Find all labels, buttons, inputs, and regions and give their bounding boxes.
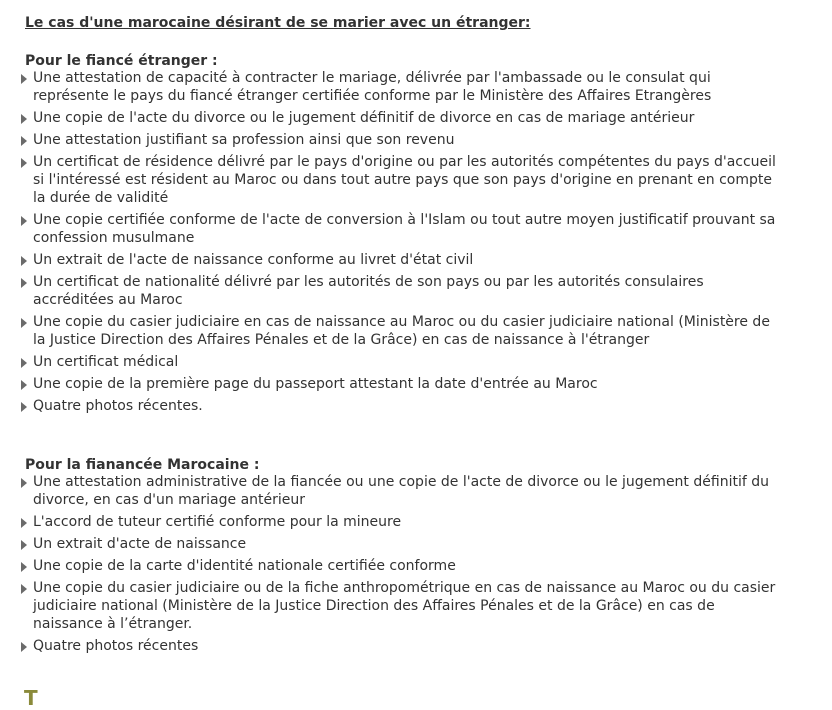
list-item-text: Quatre photos récentes [33,638,199,654]
list-item [18,273,778,309]
requirements-list-fiance-etranger [18,69,778,419]
list-item [18,513,778,531]
list-item-text: Quatre photos récentes. [33,398,203,414]
list-item [18,131,778,149]
triangle-right-icon [21,562,27,572]
triangle-right-icon [21,318,27,328]
triangle-right-icon [21,114,27,124]
list-item [18,69,778,105]
list-item [18,473,778,509]
list-item-text: Une attestation administrative de la fiancée ou une copie de l'acte de divorce ou le jugement définitif du divorce, en cas d'un mariage antérieur [33,474,769,508]
list-item-text: Une attestation justifiant sa profession ainsi que son revenu [33,132,455,148]
list-item-text: Un certificat de nationalité délivré par les autorités de son pays ou par les autorités consulaires accréditées au Maroc [33,274,704,308]
triangle-right-icon [21,380,27,390]
list-item-text: Une copie du casier judiciaire ou de la fiche anthropométrique en cas de naissance au Maroc ou du casier judiciaire national (Ministère de la Justice Direction des Affaires Pénales et de la Grâce) en cas de naissance à l’étranger. [33,580,776,632]
triangle-right-icon [21,540,27,550]
requirements-list-fiancee-marocaine [18,473,778,659]
triangle-right-icon [21,584,27,594]
list-item [18,153,778,207]
list-item-text: Une copie de la première page du passeport attestant la date d'entrée au Maroc [33,376,598,392]
triangle-right-icon [21,158,27,168]
list-item-text: Une attestation de capacité à contracter le mariage, délivrée par l'ambassade ou le consulat qui représente le pays du fiancé étranger certifiée conforme par le Ministère des Affaires Etrangères [33,70,712,104]
list-item [18,251,778,269]
list-item [18,535,778,553]
list-item [18,211,778,247]
list-item-text: Un certificat de résidence délivré par le pays d'origine ou par les autorités compétentes du pays d'accueil si l'intéressé est résident au Maroc ou dans tout autre pays que son pays d'origine en prenant en compte la durée de validité [33,154,776,206]
next-section-heading: T [24,686,38,710]
page-title: Le cas d'une marocaine désirant de se marier avec un étranger: [25,15,531,31]
triangle-right-icon [21,256,27,266]
list-item-text: Une copie du casier judiciaire en cas de naissance au Maroc ou du casier judiciaire national (Ministère de la Justice Direction des Affaires Pénales et de la Grâce) en cas de naissance à l'étranger [33,314,770,348]
list-item [18,109,778,127]
triangle-right-icon [21,278,27,288]
section-heading-fiancee-marocaine: Pour la fianancée Marocaine : [25,457,260,473]
list-item-text: Un extrait d'acte de naissance [33,536,247,552]
triangle-right-icon [21,518,27,528]
triangle-right-icon [21,136,27,146]
triangle-right-icon [21,642,27,652]
list-item-text: Un extrait de l'acte de naissance conforme au livret d'état civil [33,252,474,268]
list-item [18,397,778,415]
list-item [18,353,778,371]
list-item [18,579,778,633]
list-item-text: Un certificat médical [33,354,179,370]
list-item [18,637,778,655]
triangle-right-icon [21,216,27,226]
list-item-text: L'accord de tuteur certifié conforme pour la mineure [33,514,402,530]
triangle-right-icon [21,402,27,412]
section-heading-fiance-etranger: Pour le fiancé étranger : [25,53,218,69]
list-item-text: Une copie de l'acte du divorce ou le jugement définitif de divorce en cas de mariage antérieur [33,110,695,126]
list-item-text: Une copie certifiée conforme de l'acte de conversion à l'Islam ou tout autre moyen justificatif prouvant sa confession musulmane [33,212,776,246]
triangle-right-icon [21,358,27,368]
list-item-text: Une copie de la carte d'identité nationale certifiée conforme [33,558,456,574]
triangle-right-icon [21,478,27,488]
list-item [18,557,778,575]
list-item [18,313,778,349]
list-item [18,375,778,393]
triangle-right-icon [21,74,27,84]
